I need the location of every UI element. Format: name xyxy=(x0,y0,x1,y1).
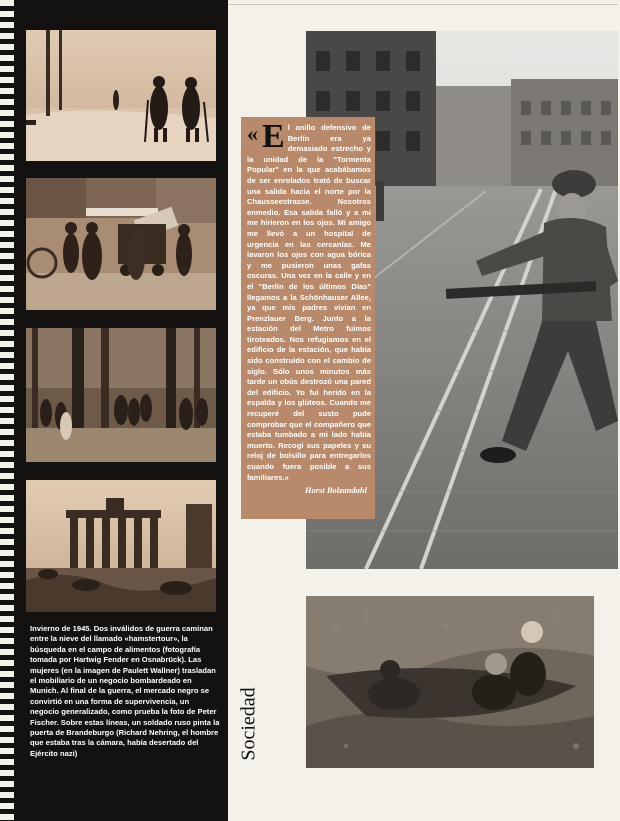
photo-women-furniture xyxy=(26,178,216,310)
top-rule xyxy=(229,4,617,5)
photo-brandenburg-gate xyxy=(26,480,216,612)
quote-opening-mark: « xyxy=(247,121,258,146)
quote-author: Horst Bolzandahl xyxy=(304,485,367,496)
testimony-quote-box xyxy=(241,117,375,519)
section-label xyxy=(236,678,262,770)
torn-paper-edge xyxy=(0,0,14,821)
section-label-text: Sociedad xyxy=(237,687,260,761)
quote-text: l anillo defensivo de Berlín era ya demasiado estrecho y la unidad de la "Tormenta Popular" en la que acabábamos de ser enrolados trató de buscar una salida hacia el norte por la Chausseestrasse. Nosotros enmedio. Esa salida falló y a mi me hirieron en los ojos. Mi amigo me llevó a un hospital de urgencia en las cercanías. Me lavaron los ojos con agua bórica y me pusieron unas gafas oscuras. Una vez en la calle y en el "Berlín de los últimos Días" llegamos a la Schönhauser Allee, ya que mis padres vivían en Prenzlauer Berg. Junto a la estación del Metro fuimos tiroteados. Nos refugiamos en el edificio de la estación, que había sido construido con el cambio de siglo. Sólo unos minutos más tarde un obús destrozó una pared del edificio. Yo fui herido en la espalda y los glúteos. Cuando me recuperé del susto pude comprobar que el compañero que estaba tumbado a mi lado había muerto. Recogí sus papeles y su reloj de bolsillo para entregarlos cuando fuera posible a sus familiares.» xyxy=(247,123,371,482)
photo-children-trench xyxy=(306,596,594,768)
photo-black-market xyxy=(26,328,216,462)
photo-caption: Invierno de 1945. Dos inválidos de guerra caminan entre la nieve del llamado «hamstertour», la búsqueda en el campo de alimentos (fotografía tomada por Hartwig Fender en Osnabrück). Las mujeres (en la imagen de Paulett Wallner) trasladan el mobiliario de un negocio bombardeado en Munich. Al final de la guerra, el mercado negro se convirtió en una forma de supervivencia, un negocio generalizado, como prueba la foto de Peter Fischer. Sobre estas líneas, un soldado ruso pinta la puerta de Brandeburgo (Richard Nehring, el hombre que estaba tras la cámara, había desertado del Ejército nazi) xyxy=(30,624,220,758)
photo-snow-walkers xyxy=(26,30,216,161)
quote-drop-cap: E xyxy=(262,118,285,155)
